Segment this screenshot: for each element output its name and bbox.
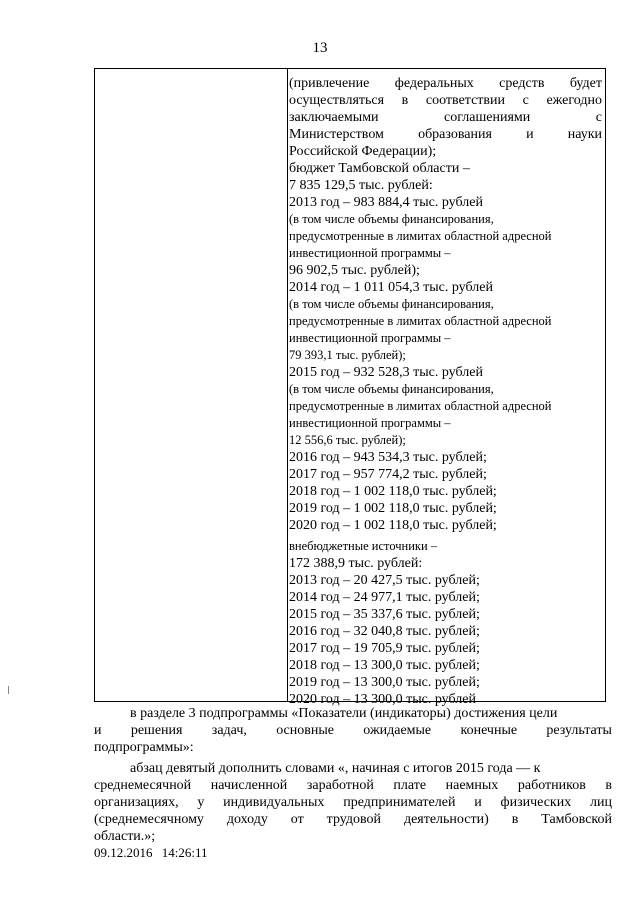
table-text-line: 2016 год – 32 040,8 тыс. рублей;: [289, 624, 480, 639]
table-text-line: (в том числе объемы финансирования,: [289, 212, 494, 226]
table-text-line: 2020 год – 13 300,0 тыс. рублей: [289, 692, 476, 707]
table-text-line: 2015 год – 35 337,6 тыс. рублей;: [289, 607, 480, 622]
table-column-divider: [287, 69, 288, 701]
table-text-line: 2017 год – 957 774,2 тыс. рублей;: [289, 467, 487, 482]
table-text-line: (в том числе объемы финансирования,: [289, 382, 494, 396]
table-text-line: инвестиционной программы –: [289, 331, 451, 345]
table-text-line: 2014 год – 24 977,1 тыс. рублей;: [289, 590, 480, 605]
table-text-line: 2013 год – 20 427,5 тыс. рублей;: [289, 573, 480, 588]
table-text-line: 79 393,1 тыс. рублей);: [289, 348, 406, 362]
table-text-line: Российской Федерации);: [289, 144, 437, 159]
table-text-line: предусмотренные в лимитах областной адресной: [289, 399, 552, 413]
table-text-line: 2018 год – 1 002 118,0 тыс. рублей;: [289, 484, 497, 499]
table-text-line: бюджет Тамбовской области –: [289, 161, 470, 176]
margin-mark: [8, 686, 9, 694]
body-text-line: области.»;: [94, 829, 156, 844]
table-text-line: 2018 год – 13 300,0 тыс. рублей;: [289, 658, 480, 673]
body-text-line: среднемесячной начисленной заработной плате наемных работников в: [94, 778, 612, 793]
body-text-line: в разделе 3 подпрограммы «Показатели (индикаторы) достижения цели: [130, 706, 558, 721]
table-text-line: 2019 год – 1 002 118,0 тыс. рублей;: [289, 501, 497, 516]
table-text-line: внебюджетные источники –: [289, 539, 438, 553]
table-text-line: 12 556,6 тыс. рублей);: [289, 433, 406, 447]
table-text-line: 2016 год – 943 534,3 тыс. рублей;: [289, 450, 487, 465]
table-text-line: Министерством образования и науки: [289, 127, 602, 142]
print-timestamp: 09.12.2016 14:26:11: [94, 845, 208, 860]
table-text-line: предусмотренные в лимитах областной адресной: [289, 314, 552, 328]
table-text-line: 96 902,5 тыс. рублей);: [289, 263, 420, 278]
body-text-line: организациях, у индивидуальных предпринимателей и физических лиц: [94, 795, 612, 810]
amendment-text: [94, 705, 612, 845]
table-text-line: (в том числе объемы финансирования,: [289, 297, 494, 311]
table-text-line: 2020 год – 1 002 118,0 тыс. рублей;: [289, 518, 497, 533]
table-text-line: 2017 год – 19 705,9 тыс. рублей;: [289, 641, 480, 656]
body-text-line: подпрограммы»:: [94, 740, 194, 755]
table-text-line: 2013 год – 983 884,4 тыс. рублей: [289, 195, 483, 210]
table-text-line: инвестиционной программы –: [289, 246, 451, 260]
funding-text-cell: [289, 75, 602, 708]
table-text-line: инвестиционной программы –: [289, 416, 451, 430]
table-text-line: 2019 год – 13 300,0 тыс. рублей;: [289, 675, 480, 690]
table-text-line: (привлечение федеральных средств будет: [289, 76, 602, 91]
table-text-line: 7 835 129,5 тыс. рублей:: [289, 178, 433, 193]
table-text-line: 172 388,9 тыс. рублей:: [289, 556, 423, 571]
body-text-line: (среднемесячному доходу от трудовой деятельности) в Тамбовской: [94, 812, 612, 827]
page-number: 13: [312, 40, 328, 56]
table-text-line: 2014 год – 1 011 054,3 тыс. рублей: [289, 280, 493, 295]
table-text-line: заключаемыми соглашениями с: [289, 110, 602, 125]
body-text-line: абзац девятый дополнить словами «, начиная с итогов 2015 года — к: [130, 761, 541, 776]
body-text-line: и решения задач, основные ожидаемые конечные результаты: [94, 723, 612, 738]
table-text-line: 2015 год – 932 528,3 тыс. рублей: [289, 365, 483, 380]
funding-table: [94, 68, 606, 707]
table-text-line: предусмотренные в лимитах областной адресной: [289, 229, 552, 243]
table-text-line: осуществляться в соответствии с ежегодно: [289, 93, 602, 108]
